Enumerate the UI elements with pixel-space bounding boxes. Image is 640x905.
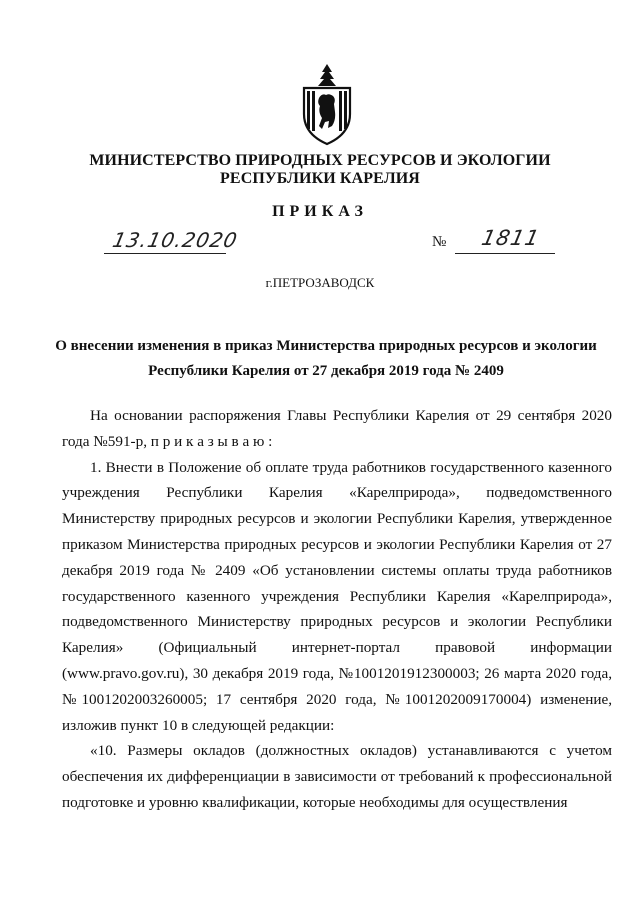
ministry-name-line1: МИНИСТЕРСТВО ПРИРОДНЫХ РЕСУРСОВ И ЭКОЛОГИИ bbox=[89, 152, 551, 169]
order-date-handwritten: 13.10.2020 bbox=[110, 228, 241, 252]
ministry-name-line2: РЕСПУБЛИКИ КАРЕЛИЯ bbox=[220, 170, 420, 187]
number-label: № bbox=[432, 234, 447, 250]
order-body bbox=[62, 403, 612, 816]
body-paragraph: На основании распоряжения Главы Республики Карелия от 29 сентября 2020 года №591-р, п р и к а з ы в а ю : bbox=[62, 407, 612, 450]
body-paragraph: «10. Размеры окладов (должностных окладов) устанавливаются с учетом обеспечения их дифференциации в зависимости от требований к профессиональной подготовке и уровню квалификации, которые необходимы для осуществления bbox=[62, 742, 612, 811]
order-number-handwritten: 1811 bbox=[479, 226, 543, 250]
body-paragraph: 1. Внести в Положение об оплате труда работников государственного казенного учреждения Республики Карелия «Карелприрода», подведомственного Министерству природных ресурсов и экологии Республики Карелия, утвержденное приказом Министерства природных ресурсов и экологии Республики Карелия от 27 декабря 2019 года № 2409 «Об установлении системы оплаты труда работников государственного казенного учреждения Республики Карелия «Карелприрода», подведомственного Министерству природных ресурсов и экологии Республики Карелия» (Официальный интернет-портал правовой информации (www.pravo.gov.ru), 30 декабря 2019 года, №1001201912300003; 26 марта 2020 года, №1001202003260005; 17 сентября 2020 года, №1001202009170004) изменение, изложив пункт 10 в следующей редакции: bbox=[62, 458, 612, 734]
order-title-line2: Республики Карелия от 27 декабря 2019 года № 2409 bbox=[148, 363, 504, 379]
order-title-line1: О внесении изменения в приказ Министерства природных ресурсов и экологии bbox=[55, 338, 597, 354]
karelia-coat-of-arms-icon bbox=[298, 62, 356, 146]
city: г.ПЕТРОЗАВОДСК bbox=[265, 275, 375, 290]
date-underline bbox=[104, 253, 226, 254]
document-type: ПРИКАЗ bbox=[272, 203, 368, 220]
number-underline bbox=[455, 253, 555, 254]
